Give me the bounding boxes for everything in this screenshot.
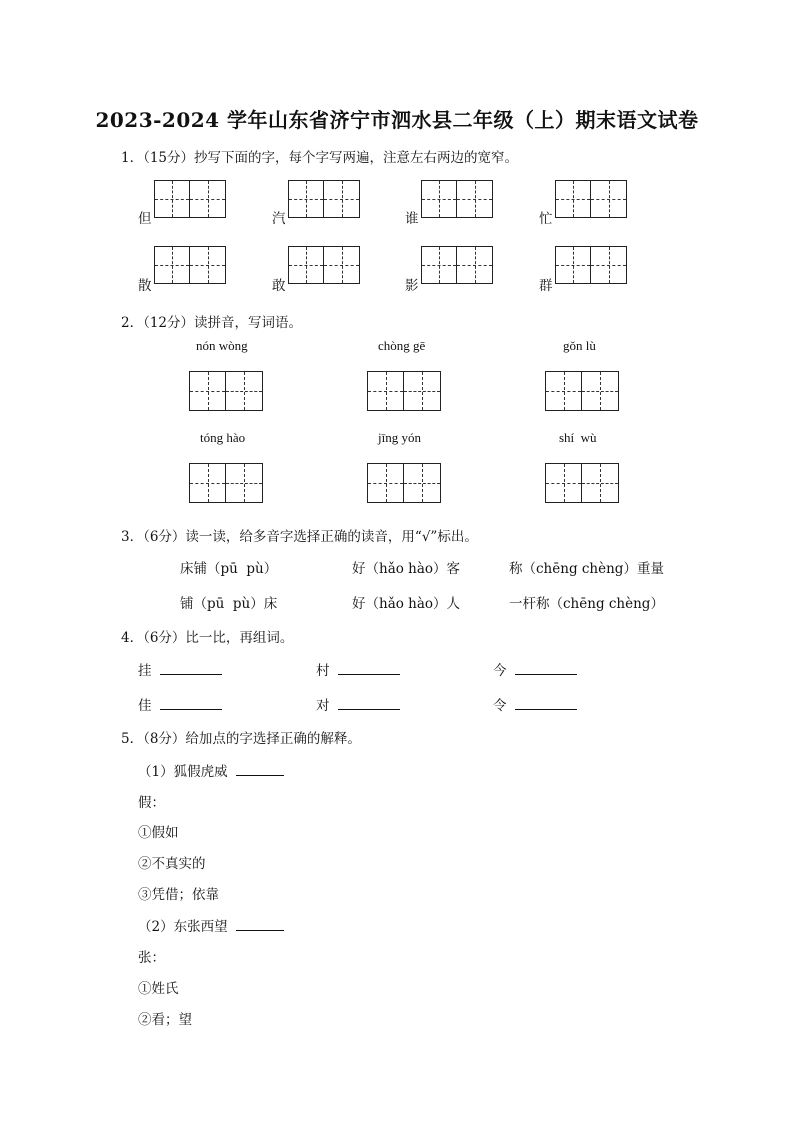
polyphone-item[interactable]: 称（chēng chèng）重量 bbox=[509, 561, 664, 577]
writing-grid[interactable] bbox=[154, 180, 226, 218]
question-4-prompt: 4．（6分）比一比，再组词。 bbox=[121, 630, 294, 646]
answer-blank[interactable] bbox=[515, 674, 577, 675]
compare-item bbox=[493, 659, 577, 679]
compare-char: 佳 bbox=[138, 698, 152, 714]
writing-grid[interactable] bbox=[421, 246, 493, 284]
question-5-prompt: 5．（8分）给加点的字选择正确的解释。 bbox=[121, 731, 361, 747]
compare-item bbox=[316, 659, 400, 679]
polyphone-item[interactable]: 好（hǎo hào）客 bbox=[352, 561, 461, 577]
question-2-prompt: 2．（12分）读拼音，写词语。 bbox=[121, 315, 303, 331]
pinyin-label: nón wòng bbox=[196, 338, 248, 353]
option: ③凭借；依靠 bbox=[138, 887, 219, 903]
polyphone-item[interactable]: 一杆称（chēng chèng） bbox=[509, 596, 664, 612]
q1-char: 影 bbox=[405, 278, 419, 294]
subquestion-1 bbox=[138, 760, 284, 780]
q1-char: 敢 bbox=[272, 278, 286, 294]
writing-grid[interactable] bbox=[367, 371, 441, 411]
subquestion-label: （2）东张西望 bbox=[138, 919, 228, 935]
compare-char: 令 bbox=[493, 698, 507, 714]
answer-blank[interactable] bbox=[236, 930, 284, 931]
option: ②不真实的 bbox=[138, 856, 206, 872]
option: ①假如 bbox=[138, 825, 179, 841]
q1-char: 谁 bbox=[405, 211, 419, 227]
writing-grid[interactable] bbox=[545, 463, 619, 503]
q1-char: 群 bbox=[539, 278, 553, 294]
compare-item bbox=[138, 659, 222, 679]
q1-char: 汽 bbox=[272, 211, 286, 227]
compare-item bbox=[493, 694, 577, 714]
pinyin-label: gǒn lù bbox=[563, 338, 596, 353]
q1-char: 但 bbox=[138, 211, 152, 227]
q1-char: 散 bbox=[138, 278, 152, 294]
q1-char: 忙 bbox=[539, 211, 553, 227]
answer-blank[interactable] bbox=[515, 709, 577, 710]
compare-item bbox=[316, 694, 400, 714]
writing-grid[interactable] bbox=[189, 463, 263, 503]
subquestion-2 bbox=[138, 915, 284, 935]
answer-blank[interactable] bbox=[236, 775, 284, 776]
subquestion-label: （1）狐假虎威 bbox=[138, 764, 228, 780]
page-title: 2023-2024 学年山东省济宁市泗水县二年级（上）期末语文试卷 bbox=[95, 108, 699, 132]
compare-char: 对 bbox=[316, 698, 330, 714]
writing-grid[interactable] bbox=[421, 180, 493, 218]
compare-char: 挂 bbox=[138, 663, 152, 679]
writing-grid[interactable] bbox=[367, 463, 441, 503]
compare-char: 今 bbox=[493, 663, 507, 679]
question-1-prompt: 1．（15分）抄写下面的字，每个字写两遍，注意左右两边的宽窄。 bbox=[121, 150, 519, 166]
question-3-prompt: 3．（6分）读一读，给多音字选择正确的读音，用“√”标出。 bbox=[121, 529, 478, 545]
compare-char: 村 bbox=[316, 663, 330, 679]
option: ①姓氏 bbox=[138, 981, 179, 997]
answer-blank[interactable] bbox=[338, 674, 400, 675]
polyphone-item[interactable]: 好（hǎo hào）人 bbox=[352, 596, 461, 612]
answer-blank[interactable] bbox=[160, 674, 222, 675]
pinyin-label: tóng hào bbox=[200, 430, 246, 445]
pinyin-label: chòng gē bbox=[378, 338, 426, 353]
writing-grid[interactable] bbox=[154, 246, 226, 284]
option: ②看；望 bbox=[138, 1012, 192, 1028]
pinyin-label: shí wù bbox=[559, 430, 597, 445]
writing-grid[interactable] bbox=[545, 371, 619, 411]
writing-grid[interactable] bbox=[555, 246, 627, 284]
compare-item bbox=[138, 694, 222, 714]
answer-blank[interactable] bbox=[338, 709, 400, 710]
answer-blank[interactable] bbox=[160, 709, 222, 710]
polyphone-item[interactable]: 床铺（pū pù） bbox=[180, 561, 278, 577]
pinyin-label: jīng yón bbox=[378, 430, 421, 445]
writing-grid[interactable] bbox=[288, 180, 360, 218]
writing-grid[interactable] bbox=[288, 246, 360, 284]
writing-grid[interactable] bbox=[189, 371, 263, 411]
polyphone-item[interactable]: 铺（pū pù）床 bbox=[180, 596, 278, 612]
target-char: 张： bbox=[138, 950, 165, 966]
target-char: 假： bbox=[138, 795, 165, 811]
writing-grid[interactable] bbox=[555, 180, 627, 218]
